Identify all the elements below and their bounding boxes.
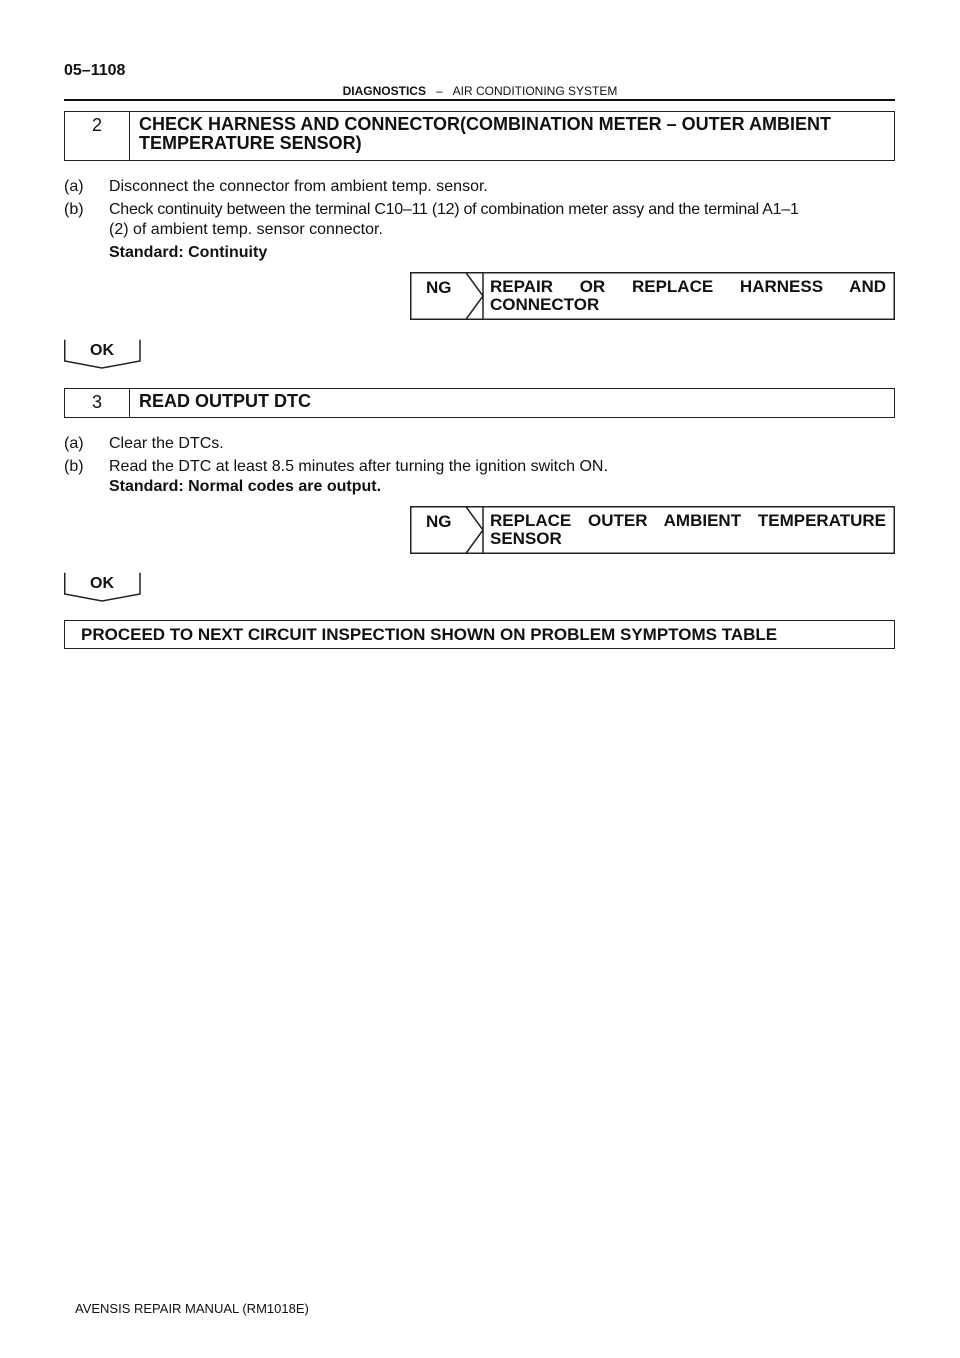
ok-branch	[64, 339, 144, 369]
ok-branch	[64, 572, 144, 602]
ng-action-line: SENSOR	[490, 529, 562, 548]
proceed-text: PROCEED TO NEXT CIRCUIT INSPECTION SHOWN ON PROBLEM SYMPTOMS TABLE	[81, 625, 778, 644]
ok-label: OK	[90, 342, 114, 359]
ng-branch	[410, 272, 895, 320]
list-item-text: Disconnect the connector from ambient temp. sensor.	[109, 178, 488, 195]
list-item-label: (a)	[64, 178, 84, 195]
step-2-header	[64, 111, 895, 161]
step-title-line: CHECK HARNESS AND CONNECTOR(COMBINATION METER – OUTER AMBIENT	[139, 114, 832, 134]
list-item-text: Read the DTC at least 8.5 minutes after turning the ignition switch ON.	[109, 458, 608, 475]
header-rule	[64, 99, 895, 101]
header-subsection: AIR CONDITIONING SYSTEM	[452, 84, 618, 98]
running-header	[0, 84, 960, 98]
list-item	[64, 432, 894, 455]
step-number: 2	[65, 112, 130, 160]
ng-action-line: REPAIR OR REPLACE HARNESS AND	[490, 277, 886, 296]
footer-manual-id: AVENSIS REPAIR MANUAL (RM1018E)	[75, 1301, 309, 1316]
list-item	[64, 175, 894, 198]
step-3-header	[64, 388, 895, 418]
ng-label: NG	[426, 278, 452, 297]
list-item-text: Clear the DTCs.	[109, 435, 224, 452]
standard-value: Standard: Normal codes are output.	[109, 478, 382, 495]
step-title	[130, 112, 894, 160]
ng-action-line: REPLACE OUTER AMBIENT TEMPERATURE	[490, 511, 886, 530]
list-item	[64, 198, 894, 221]
ng-label: NG	[426, 512, 452, 531]
list-item-label: (b)	[64, 201, 84, 218]
ng-action-line: CONNECTOR	[490, 295, 600, 314]
list-item-text: Check continuity between the terminal C10–11 (12) of combination meter assy and the terminal A1–1	[109, 201, 799, 218]
list-item-label: (a)	[64, 435, 84, 452]
step-title-line: TEMPERATURE SENSOR)	[139, 133, 362, 153]
page-number: 05–1108	[64, 62, 126, 79]
step-title: READ OUTPUT DTC	[139, 391, 311, 411]
list-item	[64, 455, 894, 478]
ng-branch	[410, 506, 895, 554]
ok-label: OK	[90, 575, 114, 592]
step-number: 3	[65, 389, 130, 417]
list-item-label: (b)	[64, 458, 84, 475]
list-item-continuation: (2) of ambient temp. sensor connector.	[109, 221, 383, 238]
ng-action	[490, 278, 886, 314]
proceed-box	[64, 620, 895, 649]
ng-action	[490, 512, 886, 548]
standard-value: Standard: Continuity	[109, 244, 268, 261]
header-separator: –	[435, 84, 443, 98]
header-section: DIAGNOSTICS	[342, 84, 426, 98]
